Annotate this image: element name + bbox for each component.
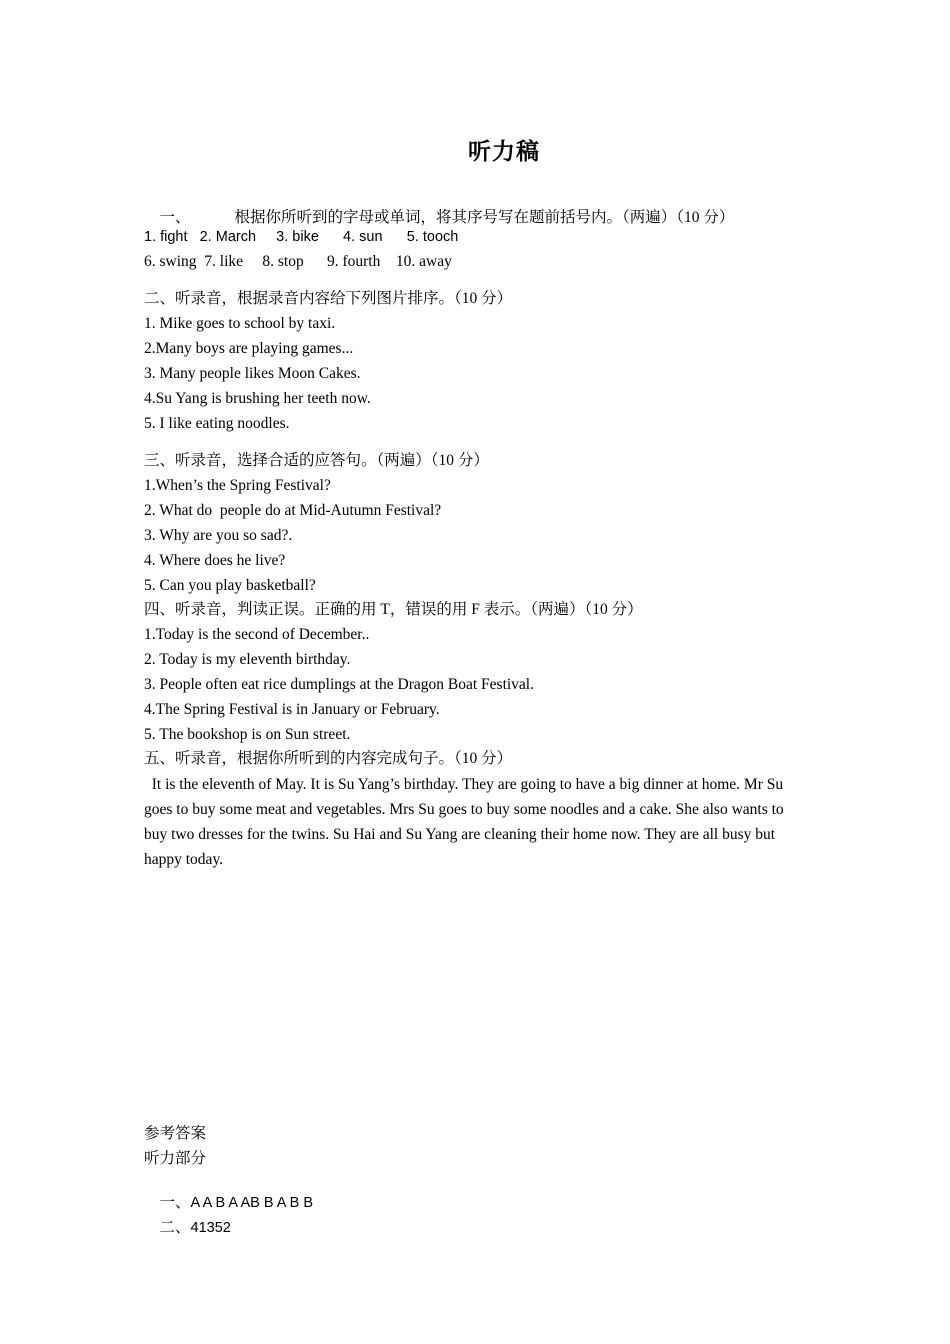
section2-item-4: 4.Su Yang is brushing her teeth now. <box>144 390 371 407</box>
section3-item-4: 4. Where does he live? <box>144 552 286 569</box>
section3-item-1: 1.When’s the Spring Festival? <box>144 477 331 494</box>
section1-row-2: 6. swing 7. like 8. stop 9. fourth 10. away <box>144 253 452 270</box>
section4-item-1: 1.Today is the second of December.. <box>144 626 370 643</box>
section4-heading: 四、听录音，判读正误。正确的用 T，错误的用 F 表示。（两遍）（10 分） <box>144 601 643 618</box>
answer-2 <box>144 1198 231 1258</box>
section4-item-4: 4.The Spring Festival is in January or February. <box>144 701 440 718</box>
page-title: 听力稿 <box>468 139 540 165</box>
section1-heading-text: 根据你所听到的字母或单词，将其序号写在题前括号内。（两遍）（10 分） <box>234 209 735 226</box>
section5-heading: 五、听录音，根据你所听到的内容完成句子。（10 分） <box>144 750 513 767</box>
section5-passage: It is the eleventh of May. It is Su Yang’s birthday. They are going to have a big dinner at home. Mr Su goes to buy some meat and vegetables. Mrs Su goes to buy some noodles and a cake. She also wants to buy two dresses for the twins. Su Hai and Su Yang are cleaning their home now. They are all busy but happy today. <box>144 776 788 868</box>
section2-item-3: 3. Many people likes Moon Cakes. <box>144 365 361 382</box>
section2-item-1: 1. Mike goes to school by taxi. <box>144 315 336 332</box>
section1-heading-num: 一、 <box>159 209 191 226</box>
answer-1-value: A A B A AB B A B B <box>190 1195 314 1211</box>
section4-item-3: 3. People often eat rice dumplings at the Dragon Boat Festival. <box>144 676 534 693</box>
section1-row-1: 1. fight 2. March 3. bike 4. sun 5. tooch <box>144 229 459 245</box>
section2-heading: 二、听录音，根据录音内容给下列图片排序。（10 分） <box>144 290 513 307</box>
section2-item-5: 5. I like eating noodles. <box>144 415 290 432</box>
section3-heading: 三、听录音，选择合适的应答句。（两遍）（10 分） <box>144 452 489 469</box>
section3-item-2: 2. What do people do at Mid-Autumn Festival? <box>144 502 442 519</box>
answer-2-value: 41352 <box>190 1220 231 1236</box>
answers-subheading: 听力部分 <box>144 1150 207 1167</box>
section4-item-5: 5. The bookshop is on Sun street. <box>144 726 351 743</box>
answer-1-label: 一、 <box>159 1194 191 1211</box>
section4-item-2: 2. Today is my eleventh birthday. <box>144 651 351 668</box>
answer-2-label: 二、 <box>159 1219 191 1236</box>
section3-item-3: 3. Why are you so sad?. <box>144 527 293 544</box>
section3-item-5: 5. Can you play basketball? <box>144 577 316 594</box>
section2-item-2: 2.Many boys are playing games... <box>144 340 354 357</box>
answers-heading: 参考答案 <box>144 1125 207 1142</box>
